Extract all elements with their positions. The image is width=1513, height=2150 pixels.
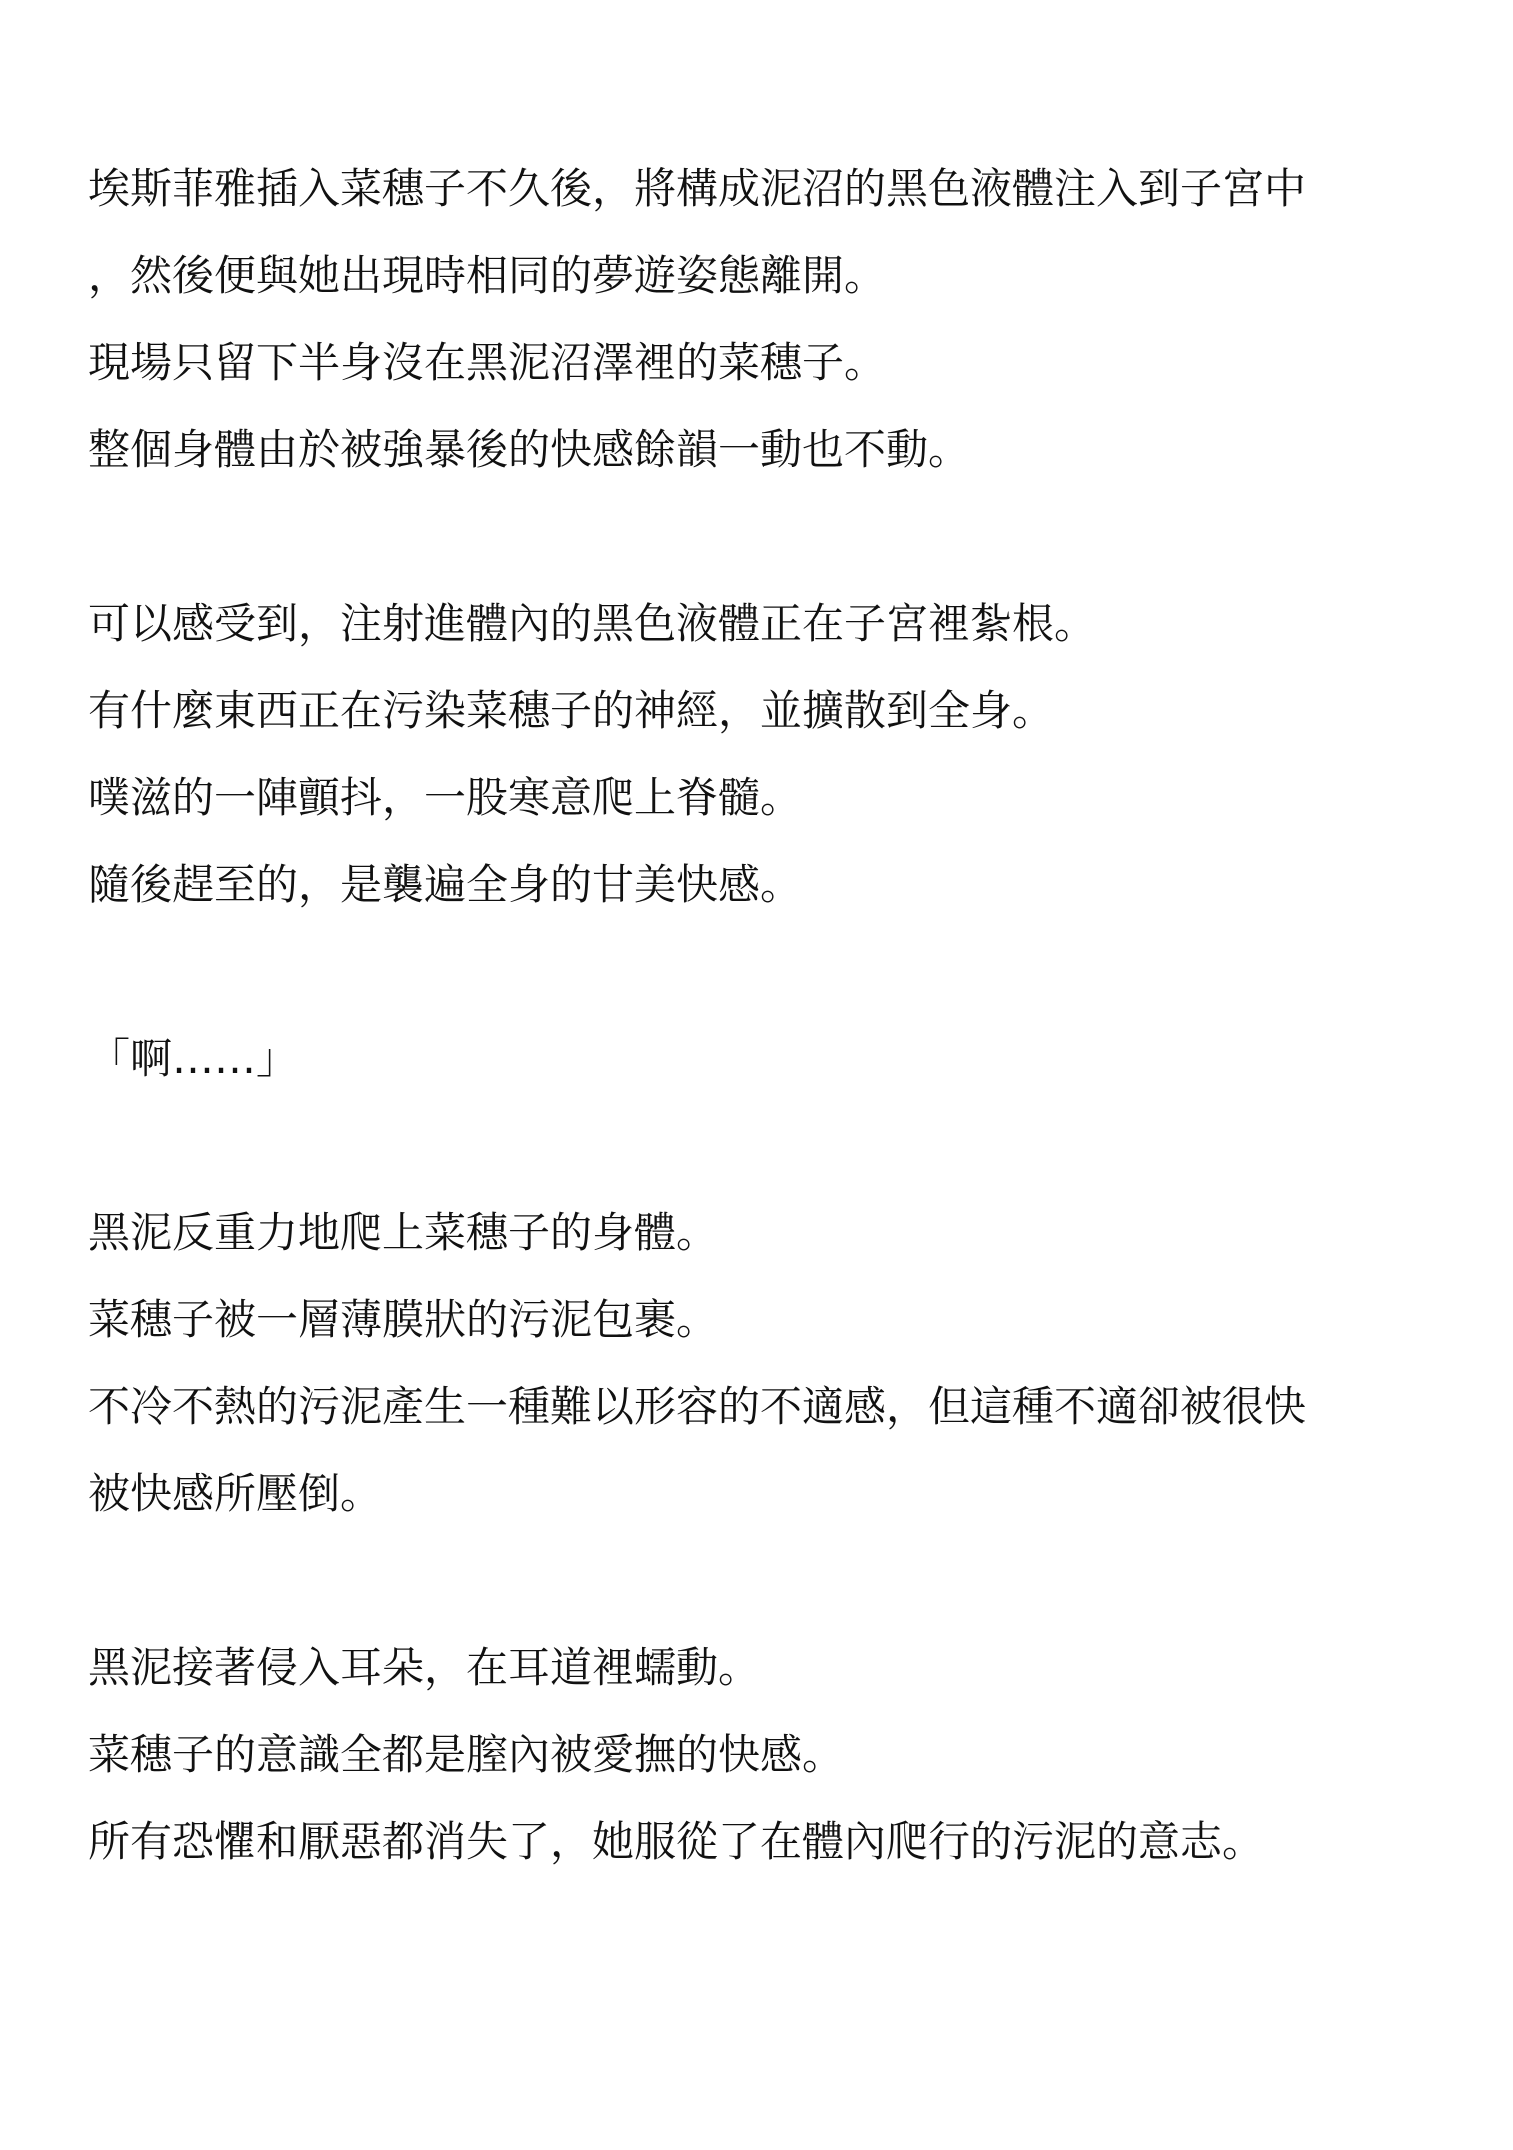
text-line: 埃斯菲雅插入菜穗子不久後，將構成泥沼的黑色液體注入到子宮中 [88, 164, 1307, 213]
paragraph-gap [88, 928, 1448, 1015]
paragraph-gap [88, 493, 1448, 580]
text-line: 隨後趕至的，是襲遍全身的甘美快感。 [88, 860, 803, 909]
document-body [88, 145, 1448, 1885]
text-line: 不冷不熱的污泥產生一種難以形容的不適感，但這種不適卻被很快 [88, 1382, 1307, 1431]
dialogue-line: 「啊……」 [88, 1034, 299, 1083]
paragraph-gap [88, 1102, 1448, 1189]
text-line: 黑泥接著侵入耳朵，在耳道裡蠕動。 [88, 1643, 761, 1692]
text-line: 菜穗子被一層薄膜狀的污泥包裹。 [88, 1295, 719, 1344]
paragraph-2 [88, 580, 1448, 928]
paragraph-4 [88, 1189, 1448, 1537]
paragraph-5 [88, 1624, 1448, 1885]
text-line: 被快感所壓倒。 [88, 1469, 383, 1518]
paragraph-gap [88, 1537, 1448, 1624]
text-line: 現場只留下半身沒在黑泥沼澤裡的菜穗子。 [88, 338, 887, 387]
paragraph-1 [88, 145, 1448, 493]
text-line: 可以感受到，注射進體內的黑色液體正在子宮裡紮根。 [88, 599, 1097, 648]
text-line: ，然後便與她出現時相同的夢遊姿態離開。 [88, 251, 887, 300]
text-line: 有什麼東西正在污染菜穗子的神經，並擴散到全身。 [88, 686, 1055, 735]
text-line: 菜穗子的意識全都是膣內被愛撫的快感。 [88, 1730, 845, 1779]
text-line: 所有恐懼和厭惡都消失了，她服從了在體內爬行的污泥的意志。 [88, 1817, 1265, 1866]
paragraph-3-dialogue [88, 1015, 1448, 1102]
text-line: 整個身體由於被強暴後的快感餘韻一動也不動。 [88, 425, 971, 474]
text-line: 黑泥反重力地爬上菜穗子的身體。 [88, 1208, 719, 1257]
text-line: 噗滋的一陣顫抖，一股寒意爬上脊髓。 [88, 773, 803, 822]
